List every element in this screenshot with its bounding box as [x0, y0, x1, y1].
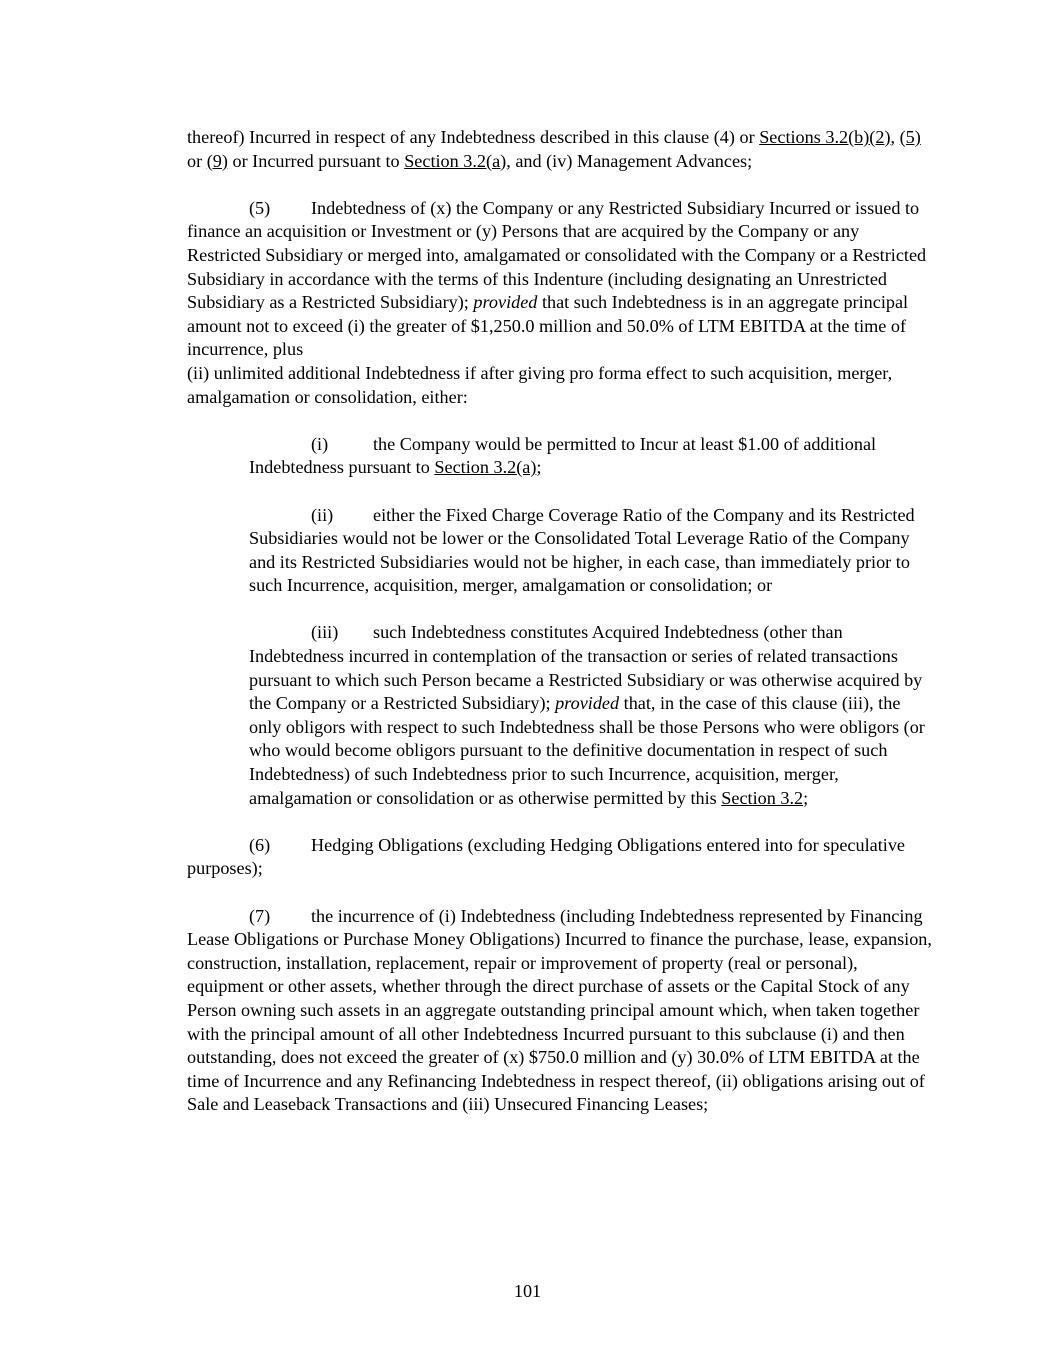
clause-number: (7): [249, 905, 271, 926]
clause-number: (6): [249, 834, 271, 855]
page-number: 101: [513, 1281, 542, 1301]
section-reference: Sections 3.2(b)(2): [759, 127, 891, 147]
clause-number: (ii): [311, 504, 334, 525]
section-reference: Section 3.2(a): [404, 150, 507, 171]
clause-number: (5): [249, 197, 271, 218]
clause-reference: (5): [899, 127, 921, 147]
clause-number: (i): [311, 433, 329, 454]
paragraph-clause-5: (5) Indebtedness of (x) the Company or any Restricted Subsidiary Incurred or issued to finance an acquisition or Investment or (y) Persons that are acquired by the Company or any Restricted Subsidiary or merged into, amalgamated or consolidated with the Company or a Restricted Subsidiary in accordance with the terms of this Indenture (including designating an Unrestricted Subsidiary as a Restricted Subsidiary); provided that such Indebtedness is in an aggregate principal amount not to exceed (i) the greater of $1,250.0 million and 50.0% of LTM EBITDA at the time of incurrence, plus (ii) unlimited additional Indebtedness if after giving pro forma effect to such acquisition, merger, amalgamation or consolidation, either:: [187, 197, 927, 407]
italic-term: provided: [473, 292, 538, 313]
clause-reference: (9): [206, 150, 228, 171]
section-reference: Section 3.2: [721, 787, 804, 808]
section-reference: Section 3.2(a): [434, 457, 537, 478]
italic-term: provided: [555, 693, 620, 714]
paragraph-subclause-iii: (iii) such Indebtedness constitutes Acquired Indebtedness (other than Indebtedness incurred in contemplation of the transaction or series of related transactions pursuant to which such Person became a Restricted Subsidiary or was otherwise acquired by the Company or a Restricted Subsidiary); provided that, in the case of this clause (iii), the only obligors with respect to such Indebtedness shall be those Persons who were obligors (or who would become obligors pursuant to the definitive documentation in respect of such Indebtedness) of such Indebtedness prior to such Incurrence, acquisition, merger, amalgamation or consolidation or as otherwise permitted by this Section 3.2;: [249, 622, 925, 808]
paragraph-clause-6: (6) Hedging Obligations (excluding Hedging Obligations entered into for speculative purposes);: [187, 834, 905, 879]
clause-number: (iii): [311, 622, 339, 643]
paragraph-subclause-ii: (ii) either the Fixed Charge Coverage Ratio of the Company and its Restricted Subsidiaries would not be lower or the Consolidated Total Leverage Ratio of the Company and its Restricted Subsidiaries would not be higher, in each case, than immediately prior to such Incurrence, acquisition, merger, amalgamation or consolidation; or: [249, 504, 915, 596]
paragraph-clause-7: (7) the incurrence of (i) Indebtedness (including Indebtedness represented by Financing Lease Obligations or Purchase Money Obligations) Incurred to finance the purchase, lease, expansion, construction, installation, replacement, repair or improvement of property (real or personal), equipment or other assets, whether through the direct purchase of assets or the Capital Stock of any Person owning such assets in an aggregate outstanding principal amount which, when taken together with the principal amount of all other Indebtedness Incurred pursuant to this subclause (i) and then outstanding, does not exceed the greater of (x) $750.0 million and (y) 30.0% of LTM EBITDA at the time of Incurrence and any Refinancing Indebtedness in respect thereof, (ii) obligations arising out of Sale and Leaseback Transactions and (iii) Unsecured Financing Leases;: [187, 905, 932, 1115]
document-page: [187, 126, 932, 1141]
paragraph-clause-4-continuation: thereof) Incurred in respect of any Indebtedness described in this clause (4) or Sections 3.2(b)(2), (5) or (9) or Incurred pursuant to Section 3.2(a), and (iv) Management Advances;: [187, 127, 921, 171]
paragraph-subclause-i: (i) the Company would be permitted to Incur at least $1.00 of additional Indebtedness pursuant to Section 3.2(a);: [249, 433, 877, 478]
